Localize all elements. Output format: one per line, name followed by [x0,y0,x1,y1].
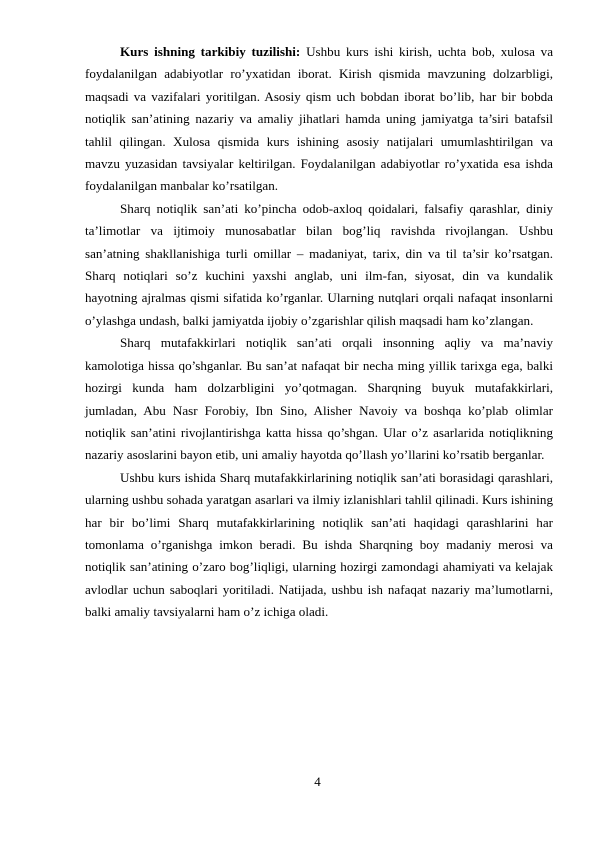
page-number: 4 [314,774,321,789]
paragraph-structure [85,41,553,198]
document-page [85,41,553,624]
paragraph-lead-heading: Kurs ishning tarkibiy tuzilishi: [120,44,301,59]
paragraph-eastern-oratory: Sharq notiqlik san’ati ko’pincha odob-axloq qoidalari, falsafiy qarashlar, diniy ta’limotlar va ijtimoiy munosabatlar bilan bog’liq ravishda rivojlangan. Ushbu san’atning shakllanishiga turli omillar – madaniyat, tarix, din va til ta’sir ko’rsatgan. Sharq notiqlari so’z kuchini yaxshi anglab, uni ilm-fan, siyosat, din va kundalik hayotning ajralmas qismi sifatida ko’rganlar. Ularning nutqlari orqali nafaqat insonlarni o’ylashga undash, balki jamiyatda ijobiy o’zgarishlar qilish maqsadi ham ko’zlangan. [85,200,553,328]
paragraph-eastern-thinkers: Sharq mutafakkirlari notiqlik san’ati orqali insonning aqliy va ma’naviy kamolotiga hissa qo’shganlar. Bu san’at nafaqat bir necha ming yillik tarixga ega, balki hozirgi kunda ham dolzarbligini yo’qotmagan. Sharqning buyuk mutafakkirlari, jumladan, Abu Nasr Forobiy, Ibn Sino, Alisher Navoiy va boshqa ko’plab olimlar notiqlik san’atini rivojlantirishga katta hissa qo’shgan. Ular o’z asarlarida notiqlikning nazariy asoslarini bayon etib, uni amaliy hayotda qo’llash yo’llarini ko’rsatib berganlar. [85,335,553,463]
paragraph-body: Ushbu kurs ishi kirish, uchta bob, xulosa va foydalanilgan adabiyotlar ro’yxatidan iborat. Kirish qismida mavzuning dolzarbligi, maqsadi va vazifalari yoritilgan. Asosiy qism uch bobdan iborat bo’lib, har bir bobda notiqlik san’atining nazariy va amaliy jihatlari hamda uning jamiyatga ta’siri batafsil tahlil qilingan. Xulosa qismida kurs ishining asosiy natijalari umumlashtirilgan va mavzu yuzasidan tavsiyalar keltirilgan. Foydalanilgan adabiyotlar ro’yxatida esa ishda foydalanilgan manbalar ko’rsatilgan. [85,44,553,194]
paragraph-course-work-scope: Ushbu kurs ishida Sharq mutafakkirlarining notiqlik san’ati borasidagi qarashlari, ularning ushbu sohada yaratgan asarlari va ilmiy izlanishlari tahlil qilinadi. Kurs ishining har bir bo’limi Sharq mutafakkirlarining notiqlik san’ati haqidagi qarashlarini har tomonlama o’rganishga imkon beradi. Bu ishda Sharqning boy madaniy merosi va notiqlik san’atining o’zaro bog’liqligi, ularning hozirgi zamondagi ahamiyati va kelajak avlodlar uchun saboqlari yoritiladi. Natijada, ushbu ish nafaqat nazariy ma’lumotlarni, balki amaliy tavsiyalarni ham o’z ichiga oladi. [85,469,553,620]
